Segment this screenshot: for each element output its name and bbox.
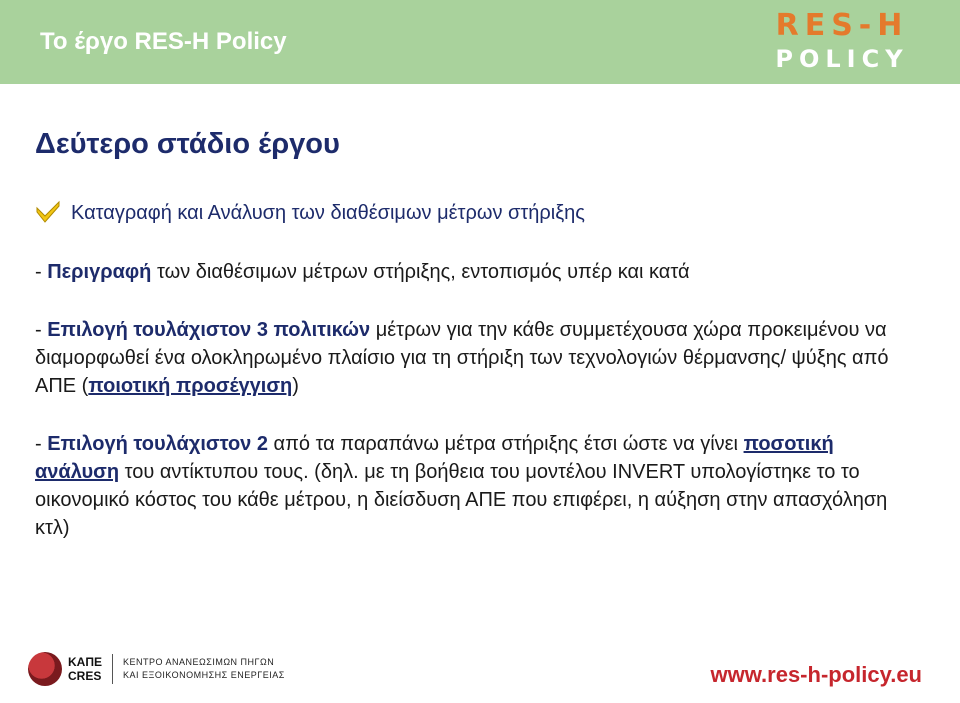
cres-description	[123, 656, 285, 682]
paragraph-policy-selection	[35, 316, 915, 400]
checkmark-arrow-icon	[35, 200, 61, 226]
dash: -	[35, 319, 48, 341]
paragraph-text: από τα παραπάνω μέτρα στήριξης έτσι ώστε να γίνει	[267, 433, 744, 455]
paragraph-description	[35, 258, 915, 286]
logo-top-text: RES-H	[775, 8, 909, 43]
highlight-selection-2: Επιλογή τουλάχιστον 2	[47, 433, 268, 455]
logo-bottom-text: POLICY	[775, 45, 909, 73]
paragraph-text: μέτρων για την κάθε συμμετέχουσα χώρα προκειμένου να διαμορφωθεί ένα ολοκληρωμένο πλαίσιο για τη στήριξη των τεχνολογιών θέρμανσης/ ψύξης από ΑΠΕ (	[35, 319, 889, 397]
highlight-description: Περιγραφή	[47, 261, 152, 283]
highlight-policy-selection: Επιλογή τουλάχιστον 3 πολιτικών	[47, 319, 371, 341]
header-banner	[0, 0, 960, 84]
paragraph-text-end: )	[292, 375, 299, 397]
logo-divider	[112, 654, 113, 684]
dash: -	[35, 433, 48, 455]
cres-logo	[28, 652, 285, 686]
bullet-text: Καταγραφή και Ανάλυση των διαθέσιμων μέτρων στήριξης	[71, 201, 585, 224]
dash: -	[35, 261, 48, 283]
highlight-qualitative: ποιοτική προσέγγιση	[88, 375, 293, 397]
section-title: Δεύτερο στάδιο έργου	[35, 128, 340, 160]
cres-desc-line-2: ΚΑΙ ΕΞΟΙΚΟΝΟΜΗΣΗΣ ΕΝΕΡΓΕΙΑΣ	[123, 670, 285, 680]
highlight-quantitative: ποσοτική ανάλυση	[35, 433, 834, 483]
bullet-item	[35, 200, 585, 226]
cres-desc-line-1: ΚΕΝΤΡΟ ΑΝΑΝΕΩΣΙΜΩΝ ΠΗΓΩΝ	[123, 657, 275, 667]
header-title: Το έργο RES-H Policy	[40, 28, 287, 55]
website-url[interactable]: www.res-h-policy.eu	[710, 662, 922, 687]
cres-emblem-icon	[28, 652, 62, 686]
cres-name-greek: ΚΑΠΕ	[68, 655, 103, 669]
cres-name-latin: CRES	[68, 669, 102, 683]
paragraph-text: των διαθέσιμων μέτρων στήριξης, εντοπισμός υπέρ και κατά	[151, 261, 690, 283]
paragraph-quantitative	[35, 430, 915, 542]
paragraph-text-rest: του αντίκτυπου τους. (δηλ. με τη βοήθεια του μοντέλου INVERT υπολογίστηκε το το οικονομικό κόστος του κάθε μέτρου, η διείσδυση ΑΠΕ που επιφέρει, η αύξηση στην απασχόληση κτλ)	[35, 461, 888, 539]
cres-name	[68, 655, 102, 683]
res-h-policy-logo	[744, 10, 940, 76]
